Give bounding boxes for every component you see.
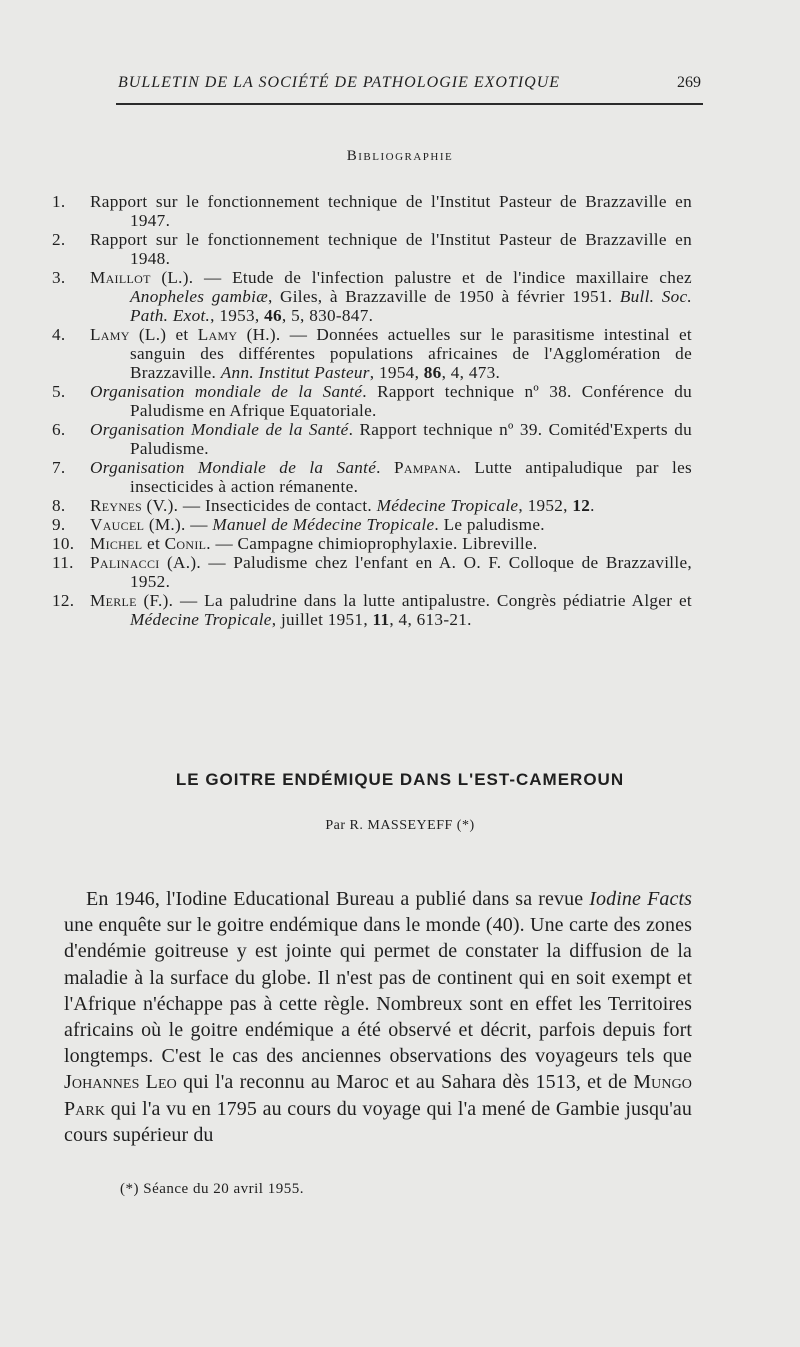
volume-number: 11 <box>372 610 390 629</box>
text-run: . <box>376 458 394 477</box>
text-run: une enquête sur le goitre endémique dans le monde (40). Une carte des zones d'endémie goitreuse y est jointe qui permet de constater la diffusion de la maladie à la surface du globe. Il n'est pas de continent qui en soit exempt et l'Afrique n'échappe pas à cette règle. Nombreux sont en effet les Territoires africains où le goitre endémique a été observé et décrit, parfois depuis fort longtemps. C'est le cas des anciennes observations des voyageurs tels que <box>64 914 692 1068</box>
text-run: . Lutte antipaludique par les insecticides à action rémanente. <box>130 458 692 496</box>
author-name: Pampana <box>393 458 457 477</box>
author-name: Lamy <box>197 325 238 344</box>
text-run: . <box>590 496 595 515</box>
author-name: Conil <box>164 534 207 553</box>
text-run: . Le paludisme. <box>434 515 545 534</box>
text-run: , 1954, <box>369 363 424 382</box>
text-run: . Rapport technique nº 39. Comitéd'Experts du Paludisme. <box>130 420 693 458</box>
italic-text: Organisation Mondiale de la Santé <box>90 420 349 439</box>
bibliography-item-text <box>90 325 692 382</box>
text-run: (A.). — Paludisme chez l'enfant en A. O. F. Colloque de Brazzaville, 1952. <box>130 553 692 591</box>
text-run: , 1952, <box>518 496 573 515</box>
italic-text: Ann. Institut Pasteur <box>220 363 370 382</box>
bibliography-item <box>52 458 692 496</box>
author-name: Vaucel <box>90 515 145 534</box>
bibliography-item-text <box>90 230 692 268</box>
bibliography-item-number: 11. <box>52 553 74 572</box>
volume-number: 12 <box>572 496 591 515</box>
text-run: En 1946, l'Iodine Educational Bureau a publié dans sa revue <box>86 888 590 910</box>
bibliography-item <box>52 553 692 591</box>
text-run: Rapport sur le fonctionnement technique de l'Institut Pasteur de Brazzaville en 1947. <box>90 192 692 230</box>
bibliography-item-text <box>90 553 692 591</box>
bibliography-item-text <box>90 515 692 534</box>
text-run: , 1953, <box>210 306 265 325</box>
bibliography-item <box>52 268 692 325</box>
article-byline: Par R. MASSEYEFF (*) <box>325 818 475 833</box>
text-run: , 5, 830-847. <box>281 306 374 325</box>
author-name: Lamy <box>90 325 130 344</box>
bibliography-item <box>52 420 692 458</box>
text-run: qui l'a vu en 1795 au cours du voyage qui l'a mené de Gambie jusqu'au cours supérieur du <box>64 1097 692 1146</box>
text-run: . — Campagne chimioprophylaxie. Libreville. <box>206 534 538 553</box>
article-title: LE GOITRE ENDÉMIQUE DANS L'EST-CAMEROUN <box>175 770 625 789</box>
italic-text: Iodine Facts <box>589 888 693 910</box>
author-name: Merle <box>90 591 137 610</box>
bibliography-item <box>52 230 692 268</box>
bibliography-item-number: 10. <box>52 534 75 553</box>
text-run: , Giles, à Brazzaville de 1950 à février 1951. <box>267 287 620 306</box>
text-run: , 4, 613-21. <box>389 610 472 629</box>
bibliography-item <box>52 496 692 515</box>
author-name: Johannes Leo <box>64 1071 177 1094</box>
bibliography-item-number: 8. <box>52 496 66 515</box>
text-run: (H.). — Données actuelles sur le parasitisme intestinal et sanguin des différentes populations africaines de l'Agglomération de Brazzaville. <box>130 325 692 382</box>
running-header <box>118 74 701 92</box>
text-run: , 4, 473. <box>441 363 501 382</box>
author-name: Maillot <box>90 268 151 287</box>
text-run: , juillet 1951, <box>271 610 373 629</box>
italic-text: Organisation Mondiale de la Santé <box>90 458 377 477</box>
italic-text: Anopheles gambiæ <box>130 287 268 306</box>
bibliography-list <box>52 192 692 629</box>
bibliography-item <box>52 325 692 382</box>
bibliography-item <box>52 534 692 553</box>
text-run: (L.) et <box>129 325 198 344</box>
bibliography-item-text <box>90 268 692 325</box>
bibliography-item-number: 12. <box>52 591 75 610</box>
text-run: (L.). — Etude de l'infection palustre et de l'indice maxillaire chez <box>150 268 692 287</box>
italic-text: Manuel de Médecine Tropicale <box>212 515 435 534</box>
text-run: (M.). — <box>144 515 213 534</box>
bibliography-item-number: 4. <box>52 325 66 344</box>
bibliography-item-text <box>90 192 692 230</box>
bibliography-item <box>52 382 692 420</box>
page-number: 269 <box>677 74 701 91</box>
volume-number: 46 <box>264 306 282 325</box>
bibliography-item <box>52 192 692 230</box>
text-run: Rapport sur le fonctionnement technique de l'Institut Pasteur de Brazzaville en 1948. <box>90 230 692 268</box>
bibliography-item-number: 5. <box>52 382 66 401</box>
author-name: Michel <box>90 534 143 553</box>
italic-text: Médecine Tropicale <box>130 610 272 629</box>
author-name: Mungo Park <box>64 1071 692 1120</box>
bibliography-item-text <box>90 534 692 553</box>
bibliography-item-number: 9. <box>52 515 66 534</box>
bibliography-item-text <box>90 458 692 496</box>
author-name: Palinacci <box>90 553 160 572</box>
text-run: et <box>142 534 165 553</box>
bibliography-item-text <box>90 382 692 420</box>
bibliography-item-number: 6. <box>52 420 66 439</box>
bibliography-item <box>52 515 692 534</box>
text-run: qui l'a reconnu au Maroc et au Sahara dès 1513, et de <box>176 1071 634 1094</box>
volume-number: 86 <box>423 363 442 382</box>
article-paragraph <box>64 886 692 1148</box>
bibliography-item-number: 7. <box>52 458 66 477</box>
text-run: (F.). — La paludrine dans la lutte antipalustre. Congrès pédiatrie Alger et <box>136 591 692 610</box>
italic-text: Bull. Soc. Path. Exot. <box>130 287 693 325</box>
bibliography-item-text <box>90 591 692 629</box>
running-title: BULLETIN DE LA SOCIÉTÉ DE PATHOLOGIE EXOTIQUE <box>118 74 561 91</box>
bibliography-item-text <box>90 496 692 515</box>
italic-text: Médecine Tropicale <box>376 496 519 515</box>
text-run: . Rapport technique nº 38. Conférence du Paludisme en Afrique Equatoriale. <box>130 382 692 420</box>
bibliography-heading: Bibliographie <box>346 148 454 164</box>
text-run: (V.). — Insecticides de contact. <box>141 496 377 515</box>
bibliography-item-text <box>90 420 692 458</box>
bibliography-item <box>52 591 692 629</box>
bibliography-item-number: 1. <box>52 192 66 211</box>
author-name: Reynes <box>90 496 142 515</box>
italic-text: Organisation mondiale de la Santé <box>90 382 363 401</box>
header-rule <box>116 103 703 105</box>
bibliography-item-number: 2. <box>52 230 66 249</box>
footnote: (*) Séance du 20 avril 1955. <box>120 1181 304 1197</box>
bibliography-item-number: 3. <box>52 268 66 287</box>
